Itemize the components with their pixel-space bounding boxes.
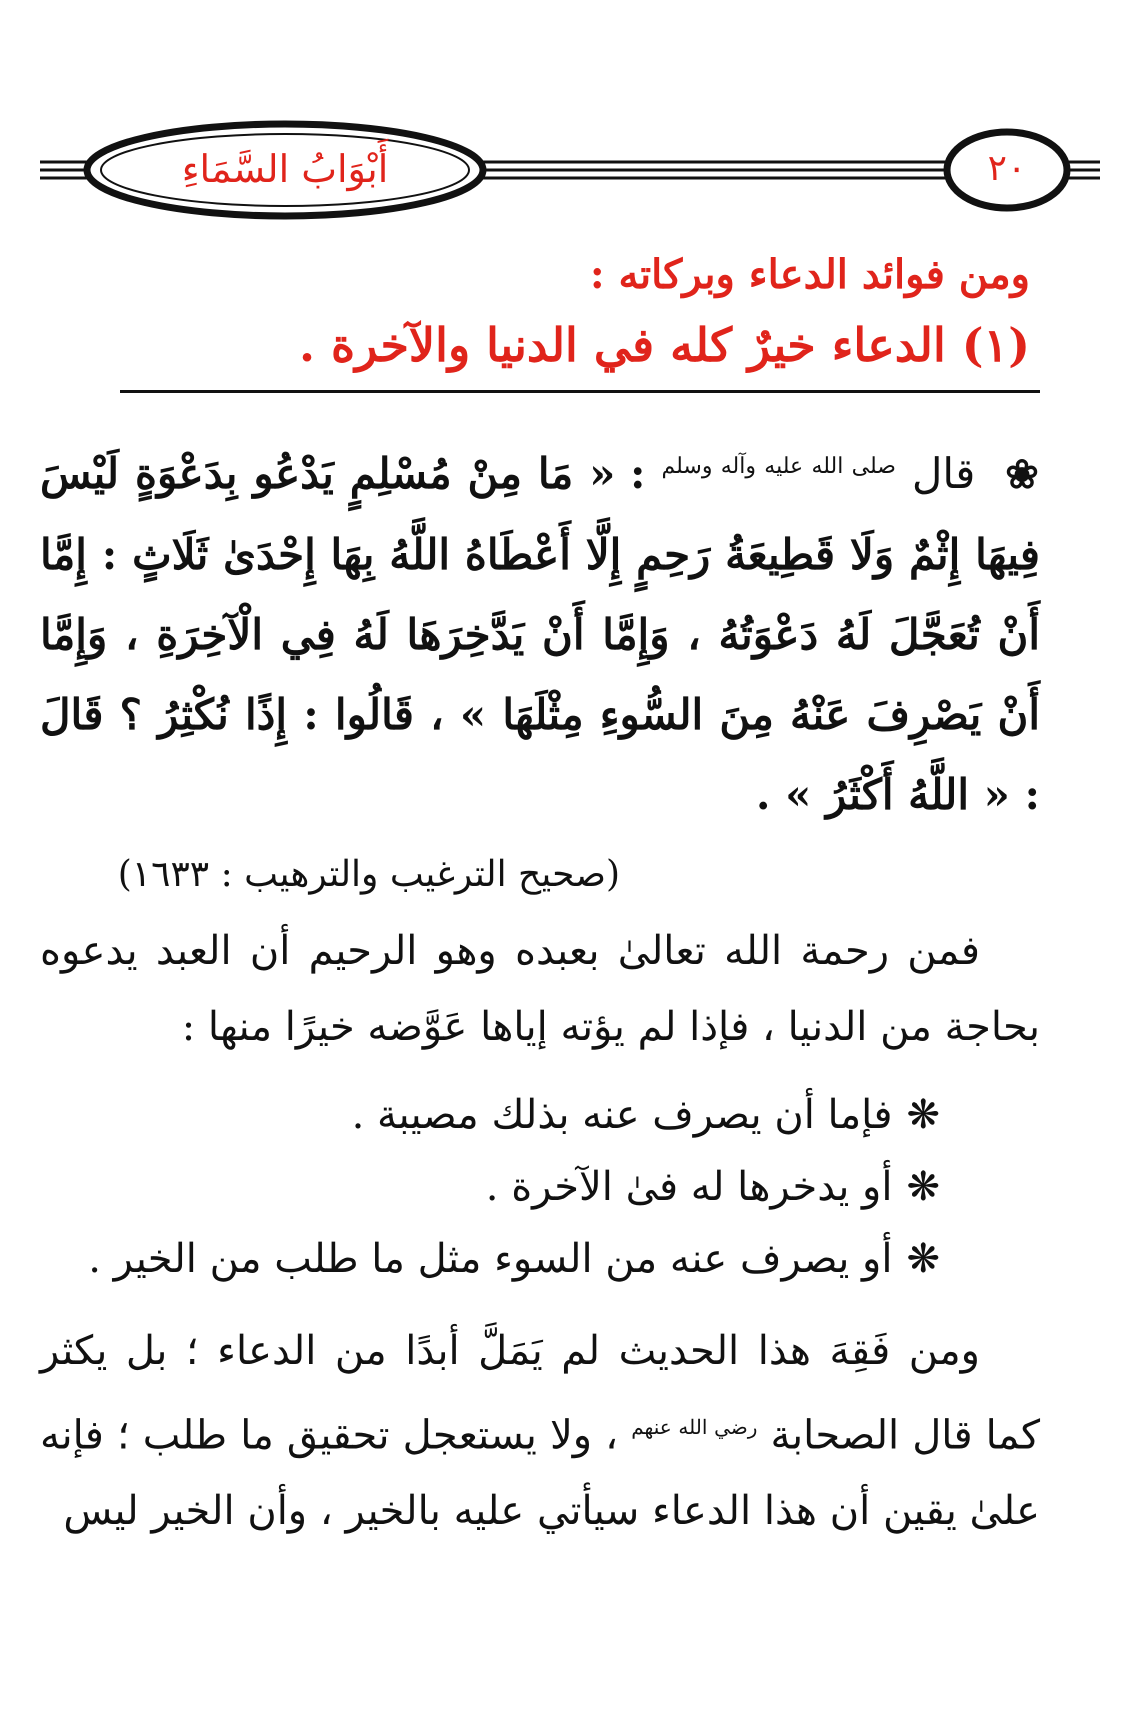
point-title: (١) الدعاء خيرٌ كله في الدنيا والآخرة . (120, 310, 1040, 393)
book-title: أَبْوَابُ السَّمَاءِ (181, 147, 389, 191)
paragraph-2-part2: ، ولا يستعجل تحقيق ما طلب ؛ فإنه علىٰ يقين أن هذا الدعاء سيأتي عليه بالخير ، وأن الخير ليس (40, 1412, 1040, 1535)
page-number: ٢٠ (987, 148, 1027, 189)
star-bullet-icon: ❋ (906, 1236, 940, 1282)
hadith-intro: قال (911, 449, 976, 498)
section-title: ومن فوائد الدعاء وبركاته : (589, 251, 1030, 298)
paragraph-2 (40, 1313, 1040, 1549)
page-body (40, 240, 1040, 1549)
star-bullet-icon: ❋ (906, 1092, 940, 1138)
list-item (40, 1151, 940, 1223)
page-header (40, 120, 1100, 220)
list-item-text: فإما أن يصرف عنه بذلك مصيبة . (351, 1092, 893, 1138)
list-item-text: أو يصرف عنه من السوء مثل ما طلب من الخير . (88, 1236, 893, 1282)
hadith-block (40, 427, 1040, 835)
paragraph-1 (40, 913, 1040, 1065)
paragraph-1-text: فمن رحمة الله تعالىٰ بعبده وهو الرحيم أن العبد يدعوه بحاجة من الدنيا ، فإذا لم يؤته إياها عَوَّضه خيرًا منها : (40, 928, 1040, 1050)
bullet-list (40, 1079, 1040, 1295)
hadith-source: (صحيح الترغيب والترهيب : ١٦٣٣) (117, 854, 620, 895)
honorific-radi: رضي الله عنهم (631, 1415, 758, 1439)
honorific-saw: صلى الله عليه وآله وسلم (661, 454, 896, 479)
paragraph-2-part1: ومن فَقِهَ هذا الحديث لم يَمَلَّ أبدًا من الدعاء ؛ بل يكثر كما قال الصحابة (40, 1328, 1041, 1459)
list-item (40, 1079, 940, 1151)
hadith-text: : « مَا مِنْ مُسْلِمٍ يَدْعُو بِدَعْوَةٍ لَيْسَ فِيهَا إِثْمٌ وَلَا قَطِيعَةُ رَحِمٍ إِلَّا أَعْطَاهُ اللَّهُ بِهَا إِحْدَىٰ ثَلَاثٍ : إِمَّا أَنْ تُعَجَّلَ لَهُ دَعْوَتُهُ ، وَإِمَّا أَنْ يَدَّخِرَهَا لَهُ فِي الْآخِرَةِ ، وَإِمَّا أَنْ يَصْرِفَ عَنْهُ مِنَ السُّوءِ مِثْلَهَا » ، قَالُوا : إِذًا نُكْثِرُ ؟ قَالَ : « اللَّهُ أَكْثَرُ » . (40, 449, 1040, 819)
list-item (40, 1223, 940, 1295)
list-item-text: أو يدخرها له فىٰ الآخرة . (485, 1164, 893, 1210)
flower-bullet-icon: ❀ (1005, 451, 1041, 498)
star-bullet-icon: ❋ (906, 1164, 940, 1210)
